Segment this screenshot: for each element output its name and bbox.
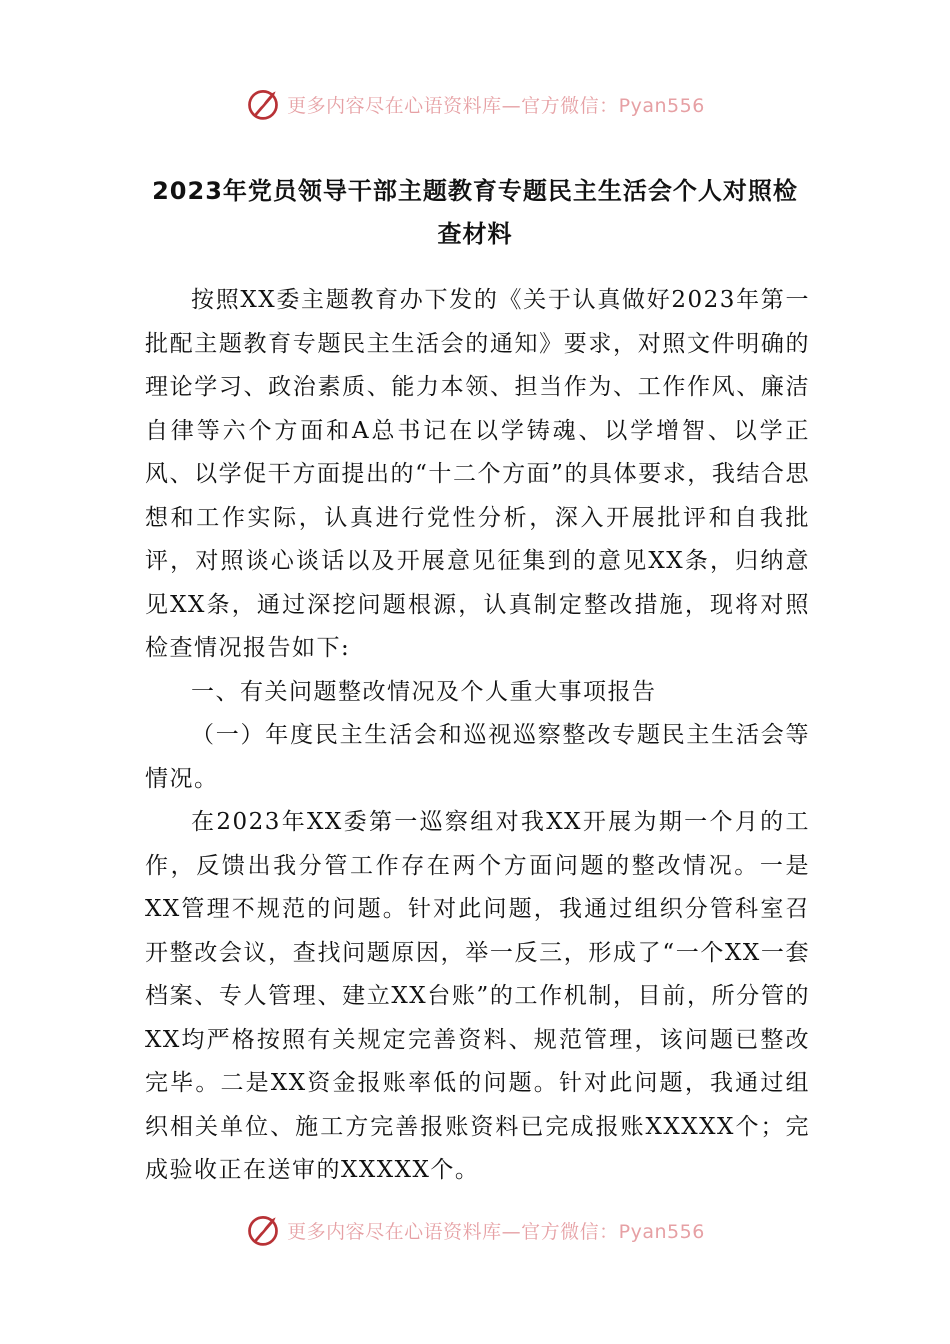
footer-watermark bbox=[0, 1208, 950, 1252]
document-title: 2023年党员领导干部主题教育专题民主生活会个人对照检查材料 bbox=[152, 177, 798, 248]
subsection-heading-1: （一）年度民主生活会和巡视巡察整改专题民主生活会等情况。 bbox=[145, 722, 810, 792]
header-watermark bbox=[0, 82, 950, 126]
watermark-library-name: 更多内容尽在心语资料库 bbox=[287, 1220, 502, 1243]
quill-pen-circle-icon bbox=[245, 86, 281, 122]
quill-pen-circle-icon bbox=[245, 1212, 281, 1248]
watermark-contact: 官方微信：Pyan556 bbox=[521, 1220, 705, 1243]
document-body bbox=[145, 279, 810, 1193]
watermark-contact: 官方微信：Pyan556 bbox=[521, 94, 705, 117]
watermark-text bbox=[287, 91, 705, 118]
body-paragraph-rectification: 在2023年XX委第一巡察组对我XX开展为期一个月的工作，反馈出我分管工作存在两个方面问题的整改情况。一是XX管理不规范的问题。针对此问题，我通过组织分管科室召开整改会议，查找问题原因，举一反三，形成了“一个XX一套档案、专人管理、建立XX台账”的工作机制，目前，所分管的XX均严格按照有关规定完善资料、规范管理，该问题已整改完毕。二是XX资金报账率低的问题。针对此问题，我通过组织相关单位、施工方完善报账资料已完成报账XXXXX个；完成验收正在送审的XXXXX个。 bbox=[145, 809, 810, 1183]
watermark-separator: — bbox=[501, 94, 522, 117]
section-heading-1: 一、有关问题整改情况及个人重大事项报告 bbox=[191, 678, 657, 705]
watermark-separator: — bbox=[501, 1220, 522, 1243]
body-paragraph-intro: 按照XX委主题教育办下发的《关于认真做好2023年第一批配主题教育专题民主生活会的通知》要求，对照文件明确的理论学习、政治素质、能力本领、担当作为、工作作风、廉洁自律等六个方面和A总书记在以学铸魂、以学增智、以学正风、以学促干方面提出的“十二个方面”的具体要求，我结合思想和工作实际，认真进行党性分析，深入开展批评和自我批评，对照谈心谈话以及开展意见征集到的意见XX条，归纳意见XX条，通过深挖问题根源，认真制定整改措施，现将对照检查情况报告如下: bbox=[145, 287, 811, 661]
watermark-library-name: 更多内容尽在心语资料库 bbox=[287, 94, 502, 117]
watermark-text bbox=[287, 1217, 705, 1244]
